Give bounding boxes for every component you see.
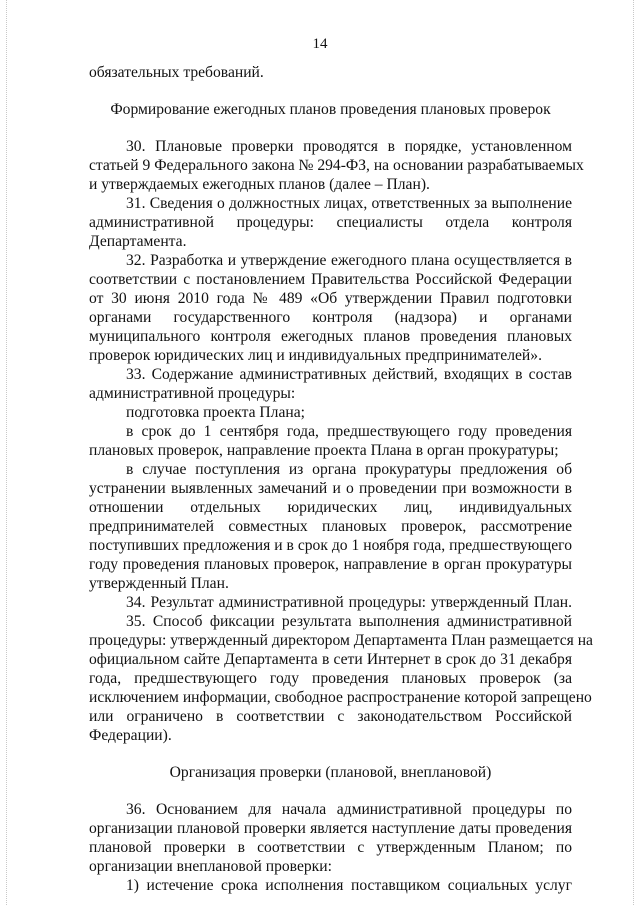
text-line: году проведения плановых проверок, направление в орган прокуратуры: [89, 556, 572, 573]
text-line: и утверждаемых ежегодных планов (далее – План).: [89, 176, 430, 193]
text-line: от 30 июня 2010 года № 489 «Об утверждении Правил подготовки: [89, 290, 572, 307]
text-line: 34. Результат административной процедуры: утвержденный План.: [126, 594, 572, 611]
text-line: поступивших предложения и в срок до 1 ноября года, предшествующего: [89, 537, 572, 554]
text-line: плановой проверки в соответствии с утвержденным Планом; по: [89, 839, 572, 856]
text-line: предпринимателей совместных плановых проверок, рассмотрение: [89, 518, 572, 535]
text-line: 36. Основанием для начала административной процедуры по: [126, 801, 572, 818]
text-line: организации внеплановой проверки:: [89, 858, 332, 875]
text-line: органами государственного контроля (надзора) и органами: [89, 309, 572, 326]
text-line: 32. Разработка и утверждение ежегодного плана осуществляется в: [126, 252, 572, 269]
text-line: официальном сайте Департамента в сети Интернет в срок до 31 декабря: [89, 651, 572, 668]
text-line: проверок юридических лиц и индивидуальных предпринимателей».: [89, 347, 542, 364]
text-line: соответствии с постановлением Правительства Российской Федерации: [89, 271, 572, 288]
text-line: Департамента.: [89, 233, 187, 250]
text-line: 33. Содержание административных действий, входящих в состав: [126, 366, 572, 383]
text-line: административной процедуры:: [89, 385, 296, 402]
text-line: исключением информации, свободное распространение которой запрещено: [89, 689, 592, 706]
text-line: в случае поступления из органа прокуратуры предложения об: [126, 461, 572, 478]
scan-right-edge: [633, 0, 634, 905]
scan-left-edge: [6, 0, 7, 905]
text-line: обязательных требований.: [89, 64, 264, 81]
text-line: статьей 9 Федерального закона № 294-ФЗ, на основании разрабатываемых: [89, 157, 584, 174]
text-line: в срок до 1 сентября года, предшествующего году проведения: [126, 423, 572, 440]
text-line: процедуры: утвержденный директором Департамента План размещается на: [89, 632, 593, 649]
text-line: утвержденный План.: [89, 575, 229, 592]
section-heading: Формирование ежегодных планов проведения плановых проверок: [110, 101, 551, 118]
text-line: отношении отдельных юридических лиц, индивидуальных: [89, 499, 572, 516]
text-line: организации плановой проверки является наступление даты проведения: [89, 820, 572, 837]
text-line: муниципального контроля ежегодных планов проведения плановых: [89, 328, 572, 345]
section-heading: Организация проверки (плановой, внеплановой): [169, 764, 492, 781]
text-line: 35. Способ фиксации результата выполнения административной: [126, 613, 572, 630]
text-line: устранении выявленных замечаний и о проведении при возможности в: [89, 480, 572, 497]
text-line: или ограничено в соответствии с законодательством Российской: [89, 708, 572, 725]
text-line: административной процедуры: специалисты отдела контроля: [89, 214, 572, 231]
text-line: года, предшествующего году проведения плановых проверок (за: [89, 670, 572, 687]
text-line: 1) истечение срока исполнения поставщиком социальных услуг: [126, 877, 572, 894]
text-line: 31. Сведения о должностных лицах, ответственных за выполнение: [126, 195, 572, 212]
text-line: 30. Плановые проверки проводятся в порядке, установленном: [126, 138, 572, 155]
text-line: плановых проверок, направление проекта Плана в орган прокуратуры;: [89, 442, 559, 459]
text-line: подготовка проекта Плана;: [126, 404, 305, 421]
text-line: Федерации).: [89, 727, 172, 744]
page-number: 14: [312, 36, 328, 52]
